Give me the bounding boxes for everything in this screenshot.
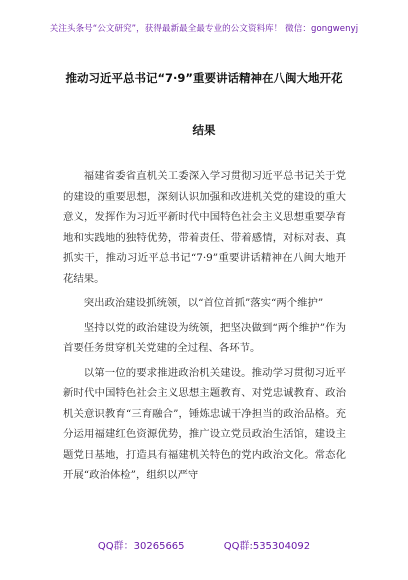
document-title-continued: 结果	[192, 123, 216, 137]
footer-qq-group-1: QQ群：30265665	[97, 541, 185, 552]
paragraph: 坚持以党的政治建设为统领，把坚决做到“两个维护”作为首要任务贯穿机关党建的全过程、各环节。	[63, 321, 346, 354]
footer-contacts	[0, 537, 408, 552]
paragraph: 以第一位的要求推进政治机关建设。推动学习贯彻习近平新时代中国特色社会主义思想主题教育、对党忠诚教育、政治机关意识教育“三育融合”，锤炼忠诚干净担当的政治品格。充分运用福建红色资源优势，推广设立党员政治生活馆，建设主题党日基地，打造具有福建机关特色的党内政治文化。常态化开展“政治体检”，组织以严守	[63, 366, 346, 481]
paragraph: 突出政治建设抓统领，以“首位首抓”落实“两个维护”	[83, 297, 324, 309]
footer-qq-group-2: QQ群:535304092	[223, 541, 311, 552]
document-title: 推动习近平总书记“7·9”重要讲话精神在八闽大地开花	[65, 71, 343, 85]
document-body	[63, 166, 346, 490]
header-banner: 关注头条号“公文研究”，获得最新最全最专业的公文资料库！ 微信：gongwenyj	[49, 24, 359, 34]
paragraph: 福建省委省直机关工委深入学习贯彻习近平总书记关于党的建设的重要思想，深刻认识加强和改进机关党的建设的重大意义，发挥作为习近平新时代中国特色社会主义思想重要孕育地和实践地的独特优势，带着责任、带着感情，对标对表、真抓实干，推动习近平总书记“7·9”重要讲话精神在八闽大地开花结果。	[63, 170, 346, 285]
